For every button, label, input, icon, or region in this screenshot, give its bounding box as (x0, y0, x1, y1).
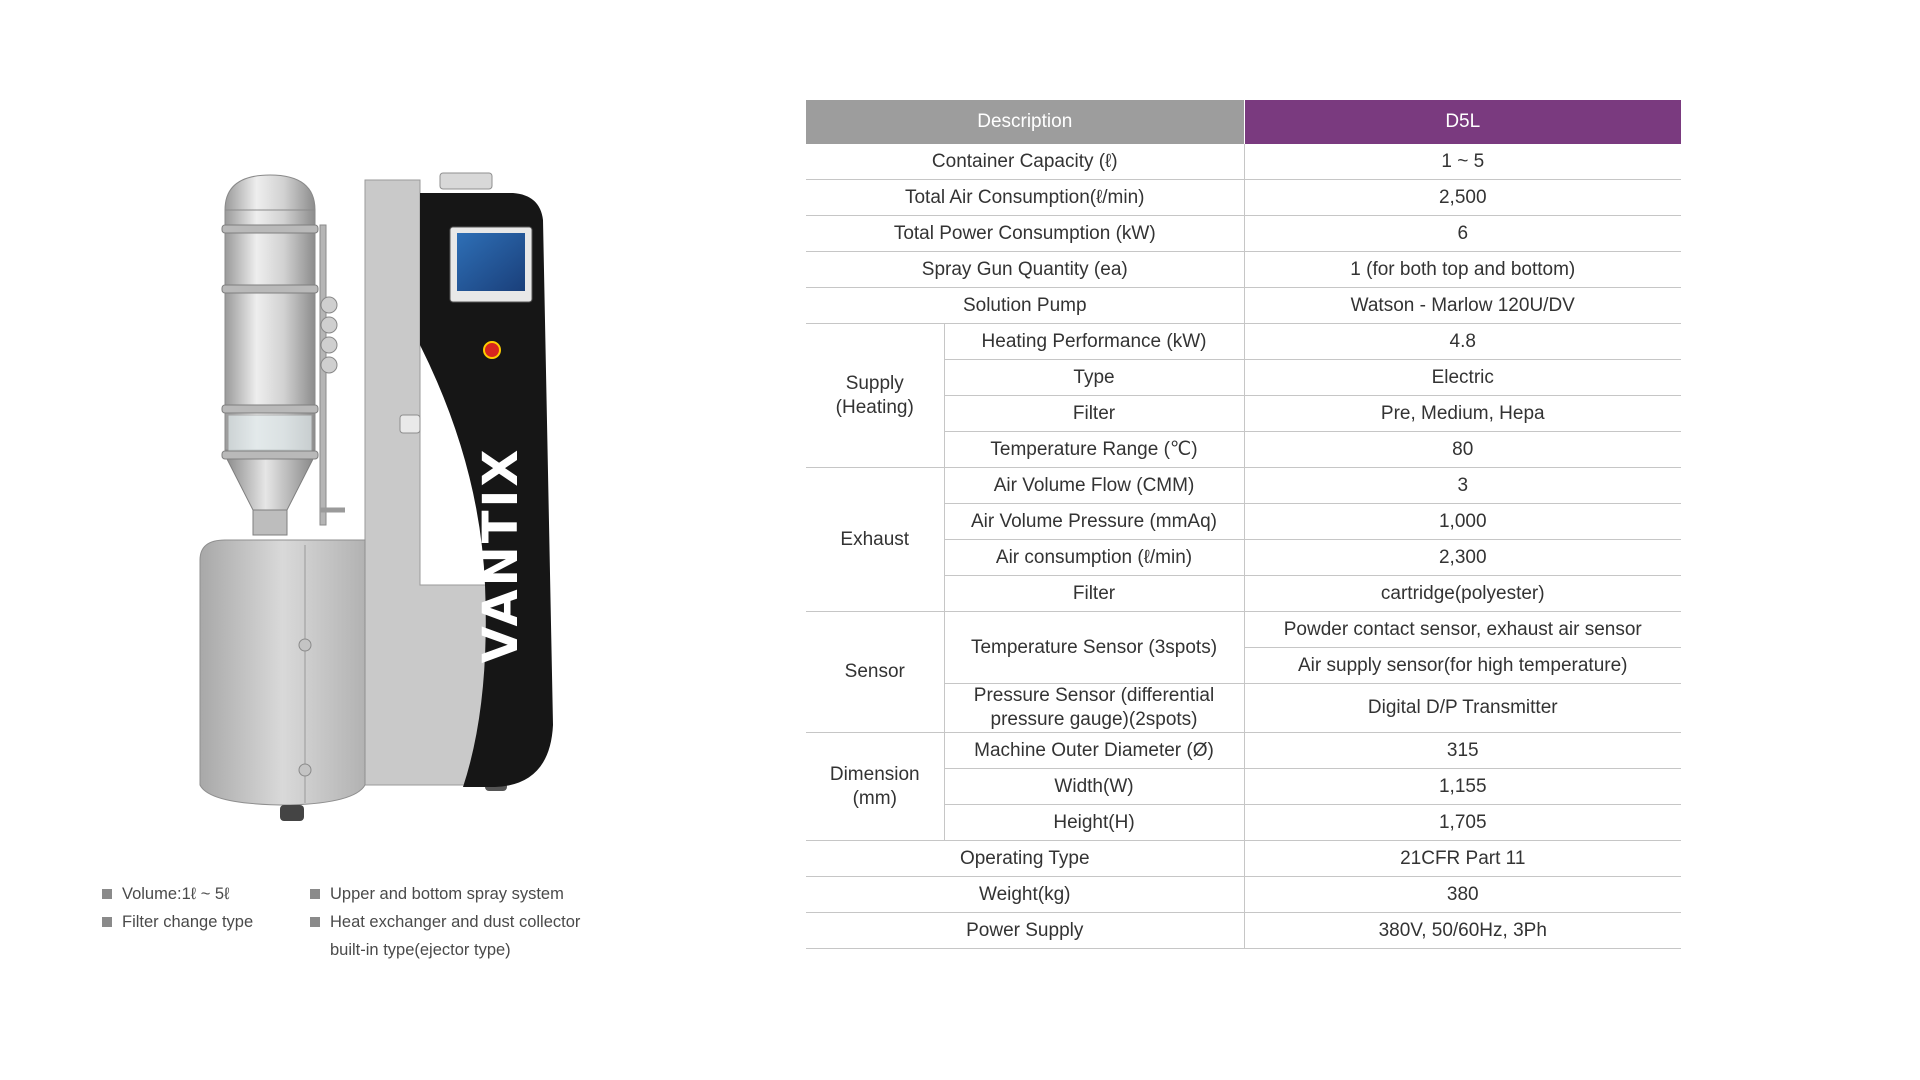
spec-value: 1,000 (1244, 504, 1681, 540)
spec-label: Machine Outer Diameter (Ø) (944, 733, 1244, 769)
spec-value: Watson - Marlow 120U/DV (1244, 288, 1681, 324)
table-row (806, 612, 1681, 648)
spec-value: 2,300 (1244, 540, 1681, 576)
spec-label: Weight(kg) (806, 877, 1244, 913)
spec-label: Temperature Sensor (3spots) (944, 612, 1244, 684)
specification-table (806, 100, 1681, 949)
spec-value: 3 (1244, 468, 1681, 504)
spec-value: 1 (for both top and bottom) (1244, 252, 1681, 288)
spec-label: Pressure Sensor (differential pressure gauge)(2spots) (944, 684, 1244, 733)
table-row (806, 216, 1681, 252)
spec-label: Type (944, 360, 1244, 396)
spec-value: 1 ~ 5 (1244, 144, 1681, 180)
model-header: D5L (1244, 100, 1681, 144)
table-row (806, 841, 1681, 877)
feature-text: Heat exchanger and dust collector built-in type(ejector type) (330, 913, 581, 959)
spec-label: Container Capacity (ℓ) (806, 144, 1244, 180)
spec-label: Total Air Consumption(ℓ/min) (806, 180, 1244, 216)
feature-item (102, 908, 253, 936)
spec-label: Air Volume Flow (CMM) (944, 468, 1244, 504)
feature-item (310, 880, 610, 908)
spec-label: Filter (944, 576, 1244, 612)
feature-list-right (310, 880, 610, 964)
spec-value: Pre, Medium, Hepa (1244, 396, 1681, 432)
spec-label: Spray Gun Quantity (ea) (806, 252, 1244, 288)
spec-value: 2,500 (1244, 180, 1681, 216)
spec-label: Air Volume Pressure (mmAq) (944, 504, 1244, 540)
spec-value: 315 (1244, 733, 1681, 769)
spec-label: Solution Pump (806, 288, 1244, 324)
description-header: Description (806, 100, 1244, 144)
table-row (806, 288, 1681, 324)
spec-value: 6 (1244, 216, 1681, 252)
bullet-square-icon (102, 917, 112, 927)
table-row (806, 877, 1681, 913)
feature-item (102, 880, 253, 908)
table-row (806, 252, 1681, 288)
group-label-supply: Supply (Heating) (806, 324, 944, 468)
spec-value: Air supply sensor(for high temperature) (1244, 648, 1681, 684)
table-row (806, 180, 1681, 216)
spec-label: Operating Type (806, 841, 1244, 877)
spec-label: Height(H) (944, 805, 1244, 841)
spec-label: Air consumption (ℓ/min) (944, 540, 1244, 576)
feature-text: Upper and bottom spray system (330, 885, 564, 903)
feature-list-left (102, 880, 253, 936)
feature-item (310, 908, 610, 964)
feature-text: Filter change type (122, 913, 254, 931)
vantix-brand-logo: VANTIX (473, 446, 529, 664)
spec-value: 1,155 (1244, 769, 1681, 805)
bullet-square-icon (310, 889, 320, 899)
table-row (806, 733, 1681, 769)
group-label-exhaust: Exhaust (806, 468, 944, 612)
spec-value: 80 (1244, 432, 1681, 468)
spec-label: Filter (944, 396, 1244, 432)
group-label-sensor: Sensor (806, 612, 944, 733)
table-row (806, 324, 1681, 360)
bullet-square-icon (310, 917, 320, 927)
spec-value: cartridge(polyester) (1244, 576, 1681, 612)
spec-value: 380 (1244, 877, 1681, 913)
machine-product-image (195, 165, 615, 845)
feature-text: Volume:1ℓ ~ 5ℓ (122, 885, 230, 903)
spec-value: Digital D/P Transmitter (1244, 684, 1681, 733)
table-header-row (806, 100, 1681, 144)
spec-value: 380V, 50/60Hz, 3Ph (1244, 913, 1681, 949)
group-label-dimension: Dimension (mm) (806, 733, 944, 841)
spec-value: 21CFR Part 11 (1244, 841, 1681, 877)
spec-label: Power Supply (806, 913, 1244, 949)
spec-label: Width(W) (944, 769, 1244, 805)
spec-label: Temperature Range (℃) (944, 432, 1244, 468)
spec-label: Total Power Consumption (kW) (806, 216, 1244, 252)
spec-value: 1,705 (1244, 805, 1681, 841)
spec-value: Electric (1244, 360, 1681, 396)
table-row (806, 913, 1681, 949)
table-row (806, 468, 1681, 504)
spec-label: Heating Performance (kW) (944, 324, 1244, 360)
spec-value: Powder contact sensor, exhaust air sensor (1244, 612, 1681, 648)
bullet-square-icon (102, 889, 112, 899)
spec-value: 4.8 (1244, 324, 1681, 360)
table-row (806, 144, 1681, 180)
